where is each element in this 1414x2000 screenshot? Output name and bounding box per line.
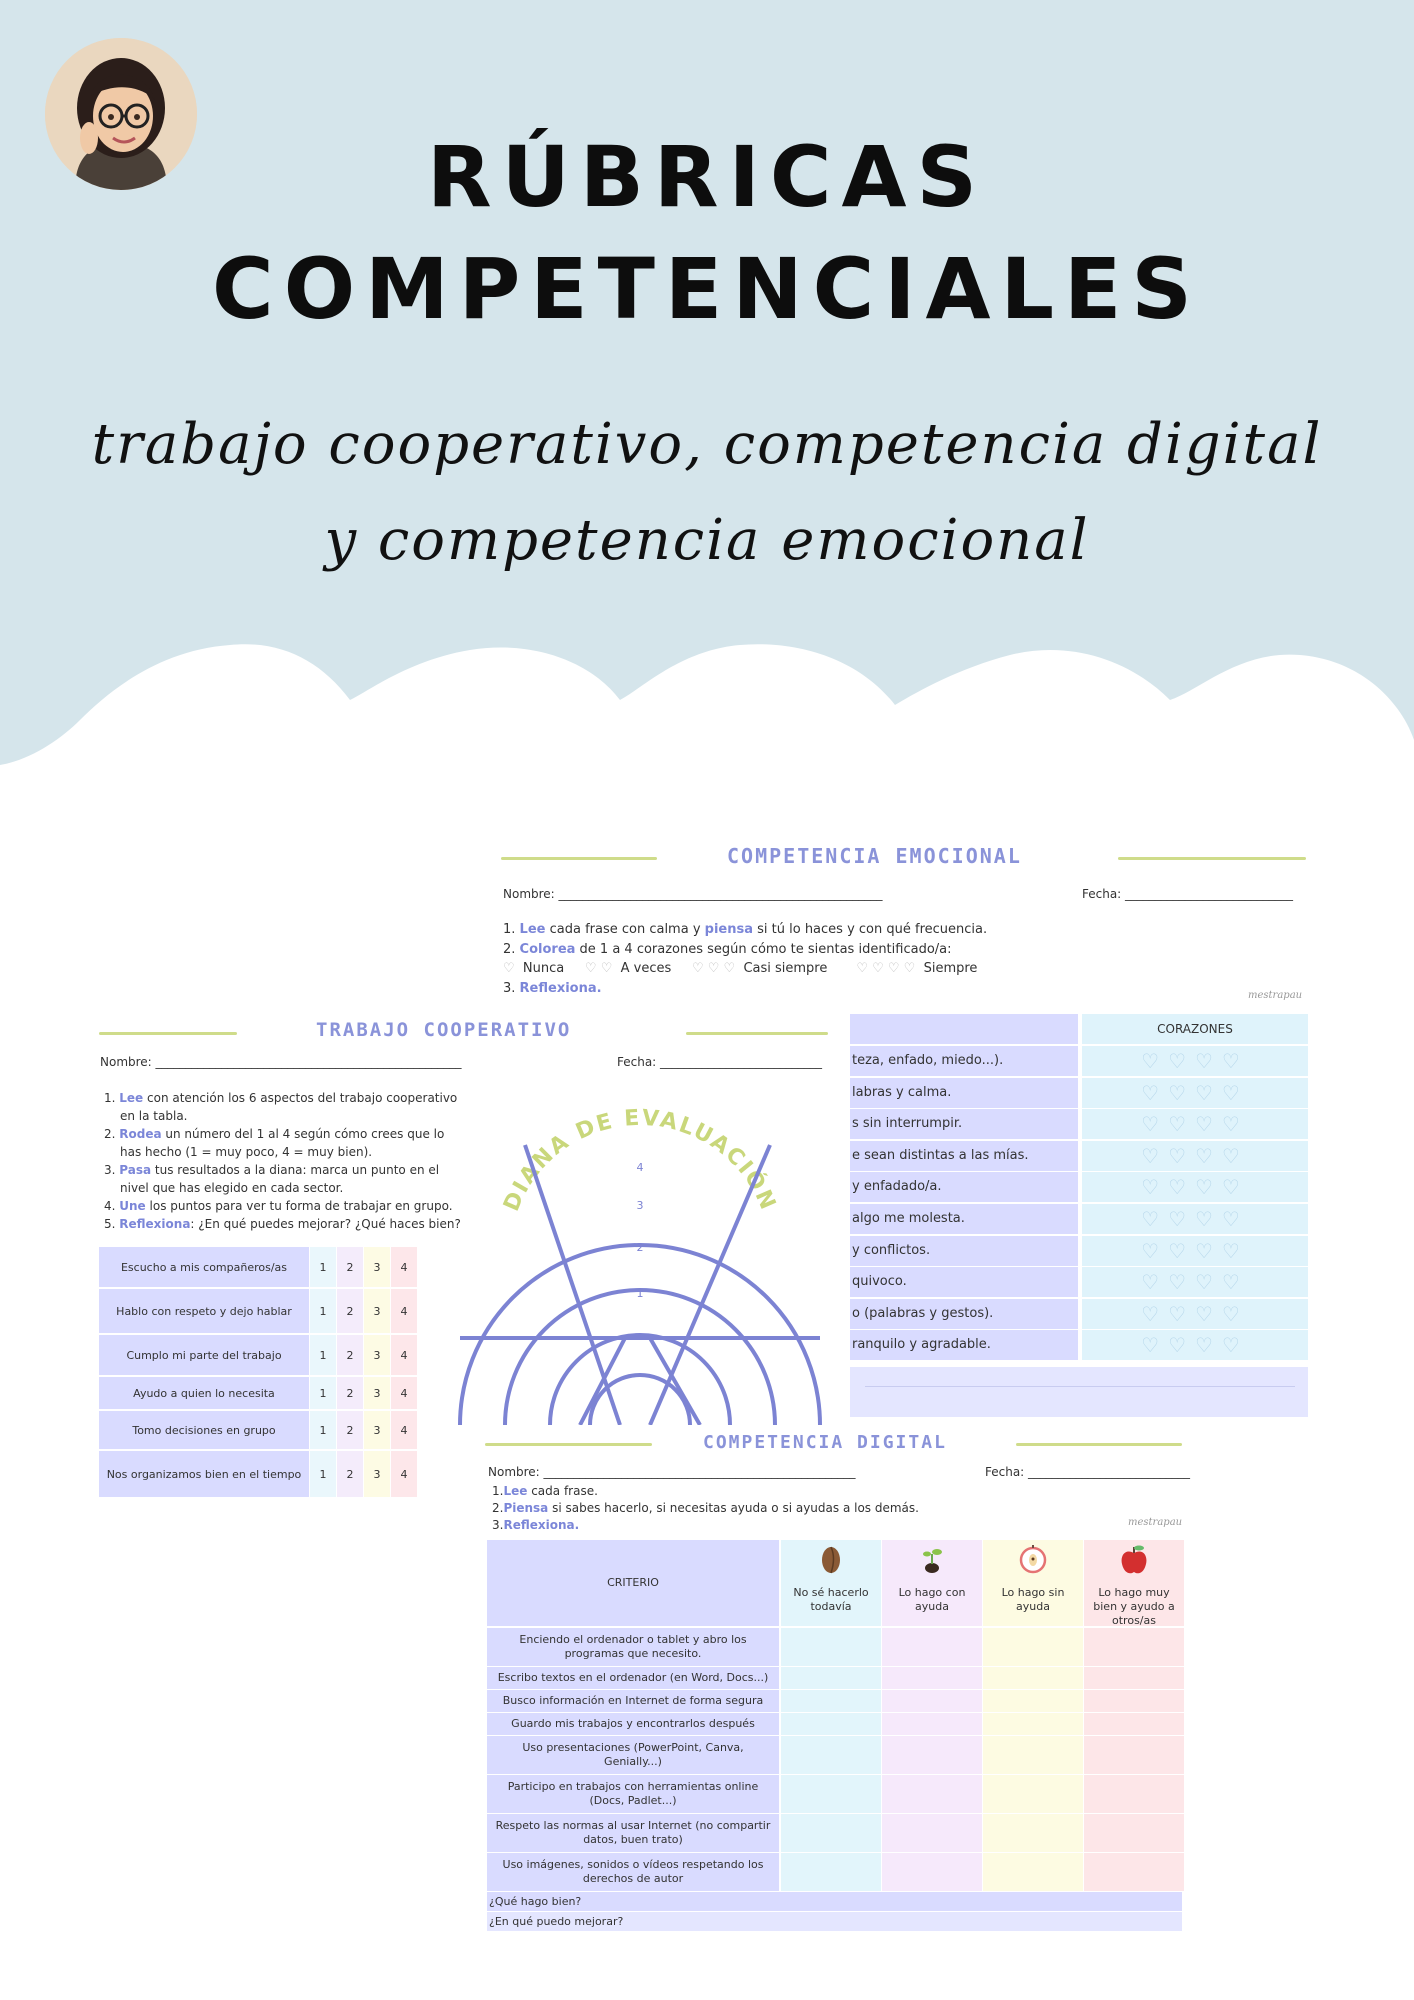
cooperative-score-1[interactable]: 1 xyxy=(310,1451,336,1497)
cooperative-row xyxy=(99,1377,417,1411)
digital-score-cell[interactable] xyxy=(983,1667,1083,1689)
page-title-line1: RÚBRICAS xyxy=(426,128,987,226)
cooperative-score-2[interactable]: 2 xyxy=(337,1247,363,1287)
digital-column-1 xyxy=(781,1540,881,1626)
emotional-hearts[interactable]: ♡♡♡♡ xyxy=(1082,1267,1308,1297)
cooperative-score-2[interactable]: 2 xyxy=(337,1335,363,1375)
digital-column-3 xyxy=(983,1540,1083,1626)
cooperative-score-1[interactable]: 1 xyxy=(310,1377,336,1409)
page-title-line2: COMPETENCIALES xyxy=(212,240,1202,338)
target-title: DIANA DE EVALUACIÓN xyxy=(499,1105,781,1215)
red-apple-icon xyxy=(1084,1544,1184,1580)
cooperative-criterion: Tomo decisiones en grupo xyxy=(99,1411,309,1449)
emotional-hearts[interactable]: ♡♡♡♡ xyxy=(1082,1046,1308,1076)
digital-criterion: Respeto las normas al usar Internet (no compartir datos, buen trato) xyxy=(487,1814,779,1852)
digital-instruction-1: 1.Lee cada frase. xyxy=(492,1484,598,1498)
cooperative-instructions: 1. Lee con atención los 6 aspectos del trabajo cooperativo en la tabla. 2. Rodea un número del 1 al 4 según cómo crees que lo has hecho (1 = muy poco, 4 = muy bien). 3. Pasa tus resultados a la diana: marca un punto en el nivel que has elegido en cada sector. 4. Une los puntos para ver tu forma de trabajar en grupo. 5. Reflexiona: ¿En qué puedes mejorar? ¿Qué haces bien? xyxy=(104,1091,461,1231)
digital-score-cell[interactable] xyxy=(1084,1853,1184,1891)
digital-criterion: Enciendo el ordenador o tablet y abro los programas que necesito. xyxy=(487,1628,779,1666)
digital-footer-q2[interactable]: ¿En qué puedo mejorar? xyxy=(487,1912,1182,1931)
digital-criterio-header: CRITERIO xyxy=(487,1540,779,1626)
cooperative-score-2[interactable]: 2 xyxy=(337,1377,363,1409)
cooperative-name-field[interactable]: Nombre: ___________________________________________________ xyxy=(100,1055,462,1069)
scale-a-veces: A veces xyxy=(620,961,672,976)
cooperative-score-3[interactable]: 3 xyxy=(364,1411,390,1449)
digital-column-label: Lo hago con ayuda xyxy=(898,1586,966,1613)
digital-score-cell[interactable] xyxy=(882,1736,982,1774)
cooperative-row xyxy=(99,1247,417,1289)
cloud-shape xyxy=(0,0,1414,780)
target-level-1: 1 xyxy=(636,1287,644,1300)
cooperative-score-3[interactable]: 3 xyxy=(364,1247,390,1287)
emotional-row-text: algo me molesta. xyxy=(850,1204,1078,1234)
digital-score-cell[interactable] xyxy=(1084,1690,1184,1712)
cooperative-score-1[interactable]: 1 xyxy=(310,1411,336,1449)
sprout-icon xyxy=(882,1544,982,1578)
subtitle-line2: y competencia emocional xyxy=(324,508,1090,573)
cooperative-score-1[interactable]: 1 xyxy=(310,1335,336,1375)
emotional-hearts[interactable]: ♡♡♡♡ xyxy=(1082,1236,1308,1266)
emotional-hearts[interactable]: ♡♡♡♡ xyxy=(1082,1141,1308,1171)
cooperative-score-3[interactable]: 3 xyxy=(364,1451,390,1497)
digital-criterion: Busco información en Internet de forma segura xyxy=(487,1690,779,1712)
cooperative-criterion: Cumplo mi parte del trabajo xyxy=(99,1335,309,1375)
cooperative-row xyxy=(99,1289,417,1335)
evaluation-target xyxy=(450,1105,830,1425)
digital-score-cell[interactable] xyxy=(983,1736,1083,1774)
emotional-hearts[interactable]: ♡♡♡♡ xyxy=(1082,1172,1308,1202)
emotional-scale: ♡ Nunca ♡ ♡ A veces ♡ ♡ ♡ Casi siempre ♡ ♡ ♡ ♡ Siempre xyxy=(503,961,978,976)
digital-score-cell[interactable] xyxy=(781,1736,881,1774)
cooperative-score-3[interactable]: 3 xyxy=(364,1377,390,1409)
digital-score-cell[interactable] xyxy=(1084,1736,1184,1774)
emotional-hearts[interactable]: ♡♡♡♡ xyxy=(1082,1109,1308,1139)
cooperative-score-4[interactable]: 4 xyxy=(391,1289,417,1333)
cooperative-score-2[interactable]: 2 xyxy=(337,1411,363,1449)
digital-score-cell[interactable] xyxy=(1084,1775,1184,1813)
cooperative-criterion: Nos organizamos bien en el tiempo xyxy=(99,1451,309,1497)
digital-instruction-3: 3.Reflexiona. xyxy=(492,1518,580,1532)
scale-siempre: Siempre xyxy=(923,961,978,976)
emotional-instruction-3: 3. Reflexiona. xyxy=(503,981,602,996)
digital-score-cell[interactable] xyxy=(882,1775,982,1813)
digital-signature: mestrapau xyxy=(1128,1517,1183,1528)
digital-score-cell[interactable] xyxy=(983,1814,1083,1852)
emotional-date-field[interactable]: Fecha: ____________________________ xyxy=(1082,887,1294,901)
digital-score-cell[interactable] xyxy=(882,1690,982,1712)
digital-score-cell[interactable] xyxy=(781,1667,881,1689)
digital-score-cell[interactable] xyxy=(882,1853,982,1891)
digital-criterion: Escribo textos en el ordenador (en Word, Docs...) xyxy=(487,1667,779,1689)
emotional-column-header: CORAZONES xyxy=(1082,1014,1308,1044)
digital-criterion: Uso imágenes, sonidos o vídeos respetando los derechos de autor xyxy=(487,1853,779,1891)
emotional-row-text: e sean distintas a las mías. xyxy=(850,1141,1078,1171)
digital-column-label: Lo hago sin ayuda xyxy=(1001,1586,1065,1613)
target-level-4: 4 xyxy=(636,1161,644,1174)
digital-score-cell[interactable] xyxy=(781,1713,881,1735)
cooperative-score-4[interactable]: 4 xyxy=(391,1377,417,1409)
cooperative-row xyxy=(99,1451,417,1499)
emotional-instruction-1: 1. Lee cada frase con calma y piensa si tú lo haces y con qué frecuencia. xyxy=(503,922,988,937)
cooperative-row xyxy=(99,1411,417,1451)
cooperative-score-1[interactable]: 1 xyxy=(310,1247,336,1287)
digital-column-2 xyxy=(882,1540,982,1626)
digital-column-label: No sé hacerlo todavía xyxy=(793,1586,869,1613)
header-cloud xyxy=(0,0,1414,780)
emotional-hearts[interactable]: ♡♡♡♡ xyxy=(1082,1204,1308,1234)
cooperative-title: TRABAJO COOPERATIVO xyxy=(316,1019,572,1041)
digital-date-field[interactable]: Fecha: ___________________________ xyxy=(985,1465,1191,1479)
digital-column-label: Lo hago muy bien y ayudo a otros/as xyxy=(1093,1586,1175,1627)
cooperative-score-4[interactable]: 4 xyxy=(391,1411,417,1449)
emotional-row-text: s sin interrumpir. xyxy=(850,1109,1078,1139)
digital-score-cell[interactable] xyxy=(983,1853,1083,1891)
cooperative-score-4[interactable]: 4 xyxy=(391,1335,417,1375)
cooperative-criterion: Hablo con respeto y dejo hablar xyxy=(99,1289,309,1333)
apple-flower-icon xyxy=(983,1544,1083,1578)
emotional-hearts[interactable]: ♡♡♡♡ xyxy=(1082,1078,1308,1108)
emotional-row-text: y enfadado/a. xyxy=(850,1172,1078,1202)
digital-rubric xyxy=(480,1425,1190,1930)
digital-instruction-2: 2.Piensa si sabes hacerlo, si necesitas ayuda o si ayudas a los demás. xyxy=(492,1501,919,1515)
digital-footer-q1[interactable]: ¿Qué hago bien? xyxy=(487,1892,1182,1911)
digital-score-cell[interactable] xyxy=(882,1628,982,1666)
digital-score-cell[interactable] xyxy=(781,1775,881,1813)
digital-score-cell[interactable] xyxy=(882,1667,982,1689)
seed-icon xyxy=(781,1544,881,1578)
digital-score-cell[interactable] xyxy=(1084,1814,1184,1852)
target-level-3: 3 xyxy=(636,1199,644,1212)
digital-criterion: Participo en trabajos con herramientas online (Docs, Padlet...) xyxy=(487,1775,779,1813)
digital-score-cell[interactable] xyxy=(781,1814,881,1852)
cooperative-score-3[interactable]: 3 xyxy=(364,1335,390,1375)
digital-title: COMPETENCIA DIGITAL xyxy=(703,1432,947,1453)
emotional-row-text: ranquilo y agradable. xyxy=(850,1330,1078,1360)
cooperative-date-field[interactable]: Fecha: ___________________________ xyxy=(617,1055,823,1069)
digital-score-cell[interactable] xyxy=(1084,1713,1184,1735)
digital-score-cell[interactable] xyxy=(882,1713,982,1735)
scale-nunca: Nunca xyxy=(522,961,565,976)
emotional-row-text: o (palabras y gestos). xyxy=(850,1299,1078,1329)
emotional-signature: mestrapau xyxy=(1248,990,1303,1001)
emotional-title: COMPETENCIA EMOCIONAL xyxy=(727,844,1022,868)
cooperative-criterion: Ayudo a quien lo necesita xyxy=(99,1377,309,1409)
cooperative-criterion: Escucho a mis compañeros/as xyxy=(99,1247,309,1287)
emotional-row-text: teza, enfado, miedo...). xyxy=(850,1046,1078,1076)
cooperative-score-2[interactable]: 2 xyxy=(337,1289,363,1333)
digital-criterion: Guardo mis trabajos y encontrarlos después xyxy=(487,1713,779,1735)
target-level-2: 2 xyxy=(636,1241,644,1254)
digital-score-cell[interactable] xyxy=(781,1690,881,1712)
emotional-instruction-2: 2. Colorea de 1 a 4 corazones según cómo te sientas identificado/a: xyxy=(503,942,952,957)
emotional-hearts[interactable]: ♡♡♡♡ xyxy=(1082,1299,1308,1329)
emotional-row-text: labras y calma. xyxy=(850,1078,1078,1108)
cooperative-row xyxy=(99,1335,417,1377)
emotional-name-field[interactable]: Nombre: ______________________________________________________ xyxy=(503,887,883,901)
emotional-row-text: quivoco. xyxy=(850,1267,1078,1297)
cooperative-score-4[interactable]: 4 xyxy=(391,1247,417,1287)
digital-score-cell[interactable] xyxy=(781,1628,881,1666)
digital-score-cell[interactable] xyxy=(1084,1628,1184,1666)
digital-score-cell[interactable] xyxy=(983,1775,1083,1813)
digital-score-cell[interactable] xyxy=(983,1628,1083,1666)
digital-criterion: Uso presentaciones (PowerPoint, Canva, Genially...) xyxy=(487,1736,779,1774)
digital-name-field[interactable]: Nombre: ____________________________________________________ xyxy=(488,1465,856,1479)
cooperative-score-3[interactable]: 3 xyxy=(364,1289,390,1333)
scale-casi-siempre: Casi siempre xyxy=(743,961,828,976)
digital-score-cell[interactable] xyxy=(882,1814,982,1852)
subtitle-line1: trabajo cooperativo, competencia digital xyxy=(91,412,1323,477)
digital-score-cell[interactable] xyxy=(781,1853,881,1891)
digital-score-cell[interactable] xyxy=(983,1690,1083,1712)
cooperative-score-1[interactable]: 1 xyxy=(310,1289,336,1333)
cooperative-score-2[interactable]: 2 xyxy=(337,1451,363,1497)
emotional-row-text: y conflictos. xyxy=(850,1236,1078,1266)
digital-column-4 xyxy=(1084,1540,1184,1626)
cooperative-score-4[interactable]: 4 xyxy=(391,1451,417,1497)
digital-score-cell[interactable] xyxy=(983,1713,1083,1735)
emotional-hearts[interactable]: ♡♡♡♡ xyxy=(1082,1330,1308,1360)
digital-score-cell[interactable] xyxy=(1084,1667,1184,1689)
